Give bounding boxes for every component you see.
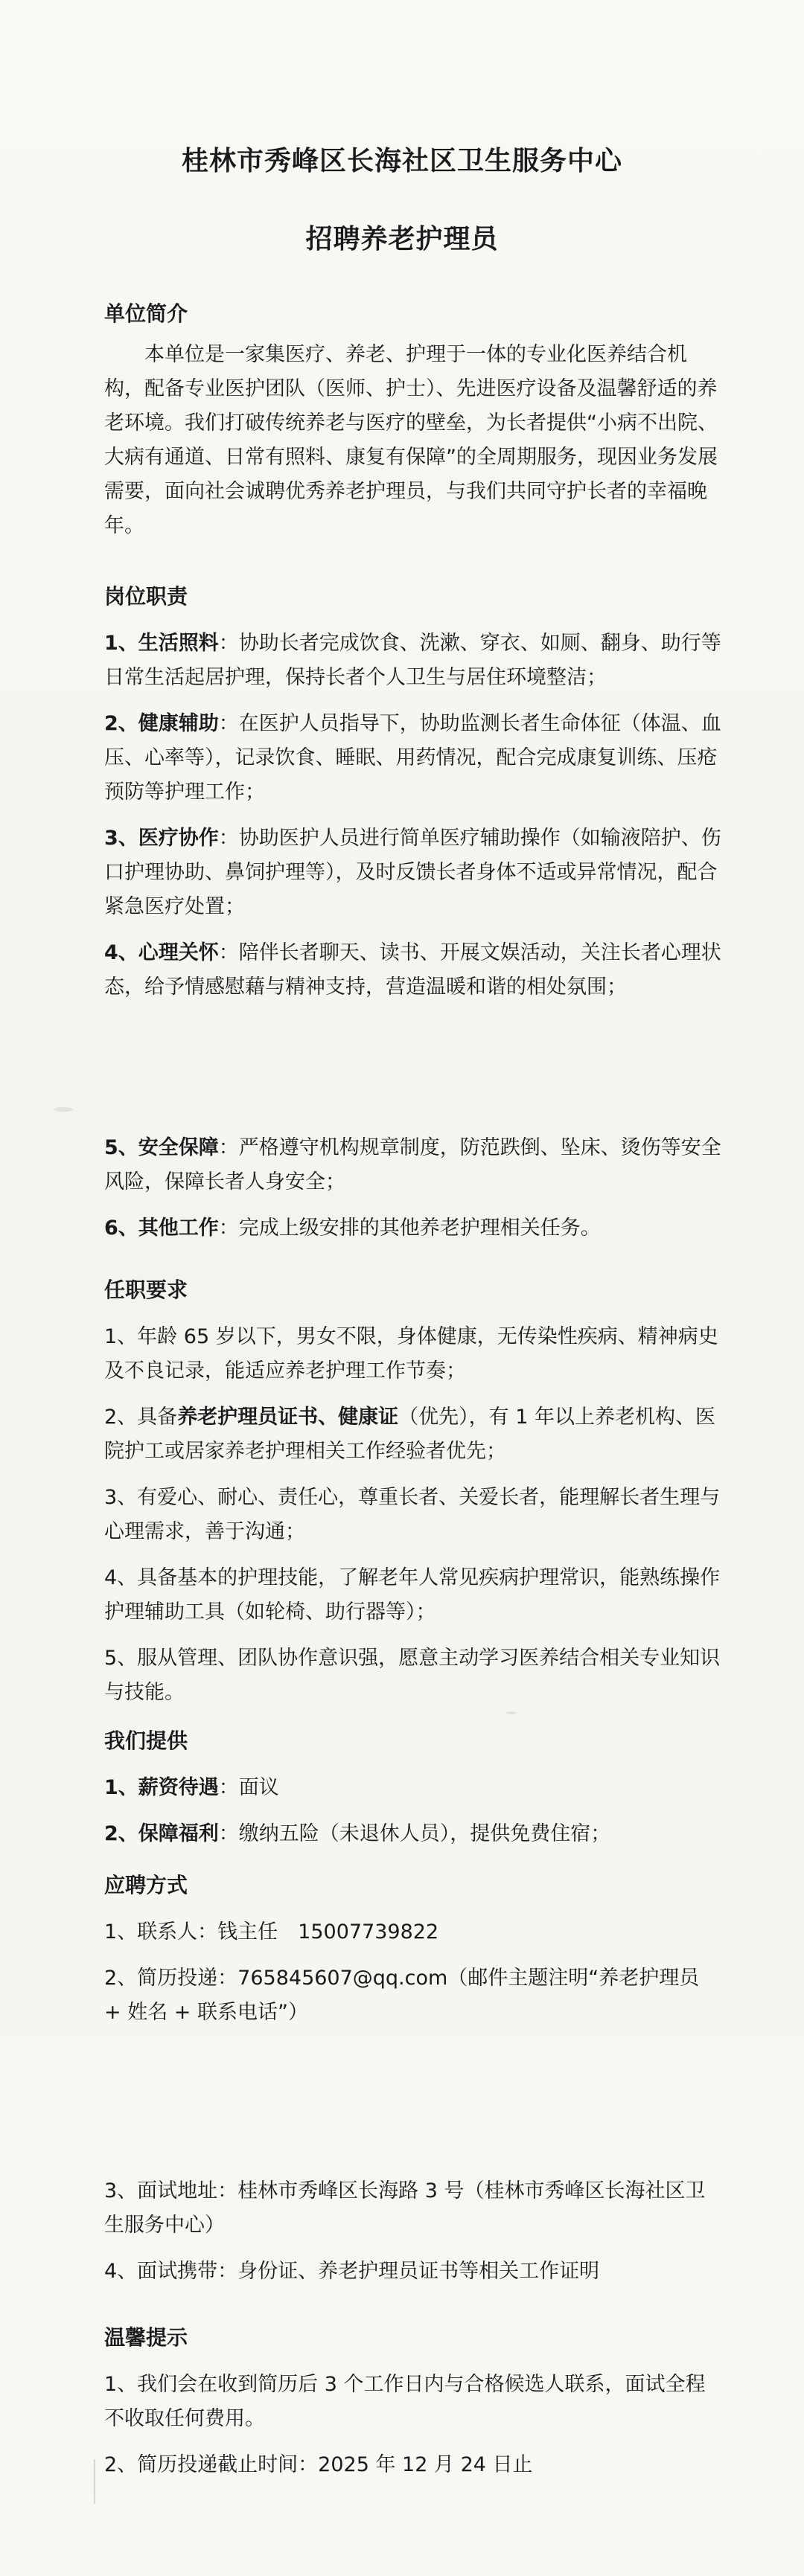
duties-section-continued (104, 1131, 722, 1257)
requirement-item (104, 1400, 722, 1469)
apply-materials: 4、面试携带：身份证、养老护理员证书等相关工作证明 (104, 2260, 600, 2283)
tips-section (104, 2322, 722, 2494)
duty-label: 医疗协作 (138, 827, 219, 850)
duty-text: ：在医护人员指导下，协助监测长者生命体征（体温、血压、心率等），记录饮食、睡眠、用药情况，配合完成康复训练、压疮预防等护理工作； (104, 712, 721, 804)
requirements-heading: 任职要求 (104, 1278, 188, 1302)
offer-text: ：缴纳五险（未退休人员），提供免费住宿； (218, 1822, 611, 1845)
requirement-item: 1、年龄 65 岁以下，男女不限，身体健康，无传染性疾病、精神病史及不良记录，能适应养老护理工作节奏； (104, 1325, 718, 1382)
duty-text: ：协助医护人员进行简单医疗辅助操作（如输液陪护、伤口护理协助、鼻饲护理等），及时反馈长者身体不适或异常情况，配合紧急医疗处置； (104, 827, 721, 918)
intro-heading: 单位简介 (104, 301, 188, 326)
duty-number: 6、 (104, 1217, 138, 1240)
requirement-item: 5、服从管理、团队协作意识强，愿意主动学习医养结合相关专业知识与技能。 (104, 1647, 721, 1704)
document-subtitle: 招聘养老护理员 (305, 224, 499, 254)
duty-item (104, 1211, 722, 1246)
duty-label: 心理关怀 (138, 941, 219, 964)
duties-heading: 岗位职责 (104, 584, 188, 609)
apply-section-continued (104, 2174, 722, 2301)
apply-address: 3、面试地址：桂林市秀峰区长海路 3 号（桂林市秀峰区长海社区卫生服务中心） (104, 2179, 706, 2237)
scan-mark (94, 2459, 95, 2504)
duty-label: 其他工作 (138, 1217, 219, 1240)
duty-item (104, 936, 722, 1005)
requirement-item: 4、具备基本的护理技能，了解老年人常见疾病护理常识，能熟练操作护理辅助工具（如轮椅、助行器等）； (104, 1566, 721, 1624)
duty-number: 1、 (104, 632, 138, 655)
offer-text: ：面议 (218, 1776, 279, 1799)
tips-item: 1、我们会在收到简历后 3 个工作日内与合格候选人联系，面试全程不收取任何费用。 (104, 2373, 706, 2430)
duty-item (104, 707, 722, 810)
duty-number: 3、 (104, 827, 138, 850)
duties-section (104, 580, 722, 1016)
offer-label: 薪资待遇 (138, 1776, 219, 1799)
requirements-section (104, 1274, 722, 1722)
apply-contact: 1、联系人：钱主任 15007739822 (104, 1920, 439, 1944)
duty-label: 生活照料 (138, 632, 219, 655)
requirement-certificates: 养老护理员证书、健康证 (177, 1406, 399, 1429)
duty-label: 健康辅助 (138, 712, 219, 735)
duty-text: ：严格遵守机构规章制度，防范跌倒、坠床、烫伤等安全风险，保障长者人身安全； (104, 1136, 721, 1194)
offer-heading: 我们提供 (104, 1728, 188, 1753)
offer-number: 2、 (104, 1822, 138, 1845)
apply-email: 2、简历投递：765845607@qq.com（邮件主题注明“养老护理员 + 姓名 + 联系电话”） (104, 1967, 700, 2024)
offer-number: 1、 (104, 1776, 138, 1799)
duty-item (104, 627, 722, 695)
duty-item (104, 821, 722, 924)
duty-number: 2、 (104, 712, 138, 735)
intro-body: 本单位是一家集医疗、养老、护理于一体的专业化医养结合机构，配备专业医护团队（医师、护士）、先进医疗设备及温馨舒适的养老环境。我们打破传统养老与医疗的壁垒，为长者提供“小病不出院、大病有通道、日常有照料、康复有保障”的全周期服务，现因业务发展需要，面向社会诚聘优秀养老护理员，与我们共同守护长者的幸福晚年。 (104, 343, 718, 537)
apply-section (104, 1869, 722, 2042)
tips-item: 2、简历投递截止时间：2025 年 12 月 24 日止 (104, 2453, 533, 2476)
offer-label: 保障福利 (138, 1822, 219, 1845)
duty-text: ：协助长者完成饮食、洗漱、穿衣、如厕、翻身、助行等日常生活起居护理，保持长者个人卫生与居住环境整洁； (104, 632, 721, 689)
requirement-suffix: （优先），有 1 年以上养老机构、医院护工或居家养老护理相关工作经验者优先； (104, 1406, 716, 1463)
scan-speck (54, 1107, 73, 1112)
requirement-prefix: 2、具备 (104, 1406, 178, 1429)
duty-number: 5、 (104, 1136, 138, 1159)
requirement-item: 3、有爱心、耐心、责任心，尊重长者、关爱长者，能理解长者生理与心理需求，善于沟通； (104, 1486, 721, 1543)
duty-text: ：陪伴长者聊天、读书、开展文娱活动，关注长者心理状态，给予情感慰藉与精神支持，营造温暖和谐的相处氛围； (104, 941, 721, 999)
apply-heading: 应聘方式 (104, 1873, 188, 1897)
duty-item (104, 1131, 722, 1199)
duty-label: 安全保障 (138, 1136, 219, 1159)
offer-item (104, 1771, 722, 1805)
duty-text: ：完成上级安排的其他养老护理相关任务。 (218, 1217, 601, 1240)
offer-section (104, 1725, 722, 1863)
document-title: 桂林市秀峰区长海社区卫生服务中心 (181, 146, 622, 176)
offer-item (104, 1817, 722, 1851)
duty-number: 4、 (104, 941, 138, 964)
tips-heading: 温馨提示 (104, 2325, 188, 2350)
intro-section (104, 298, 722, 543)
